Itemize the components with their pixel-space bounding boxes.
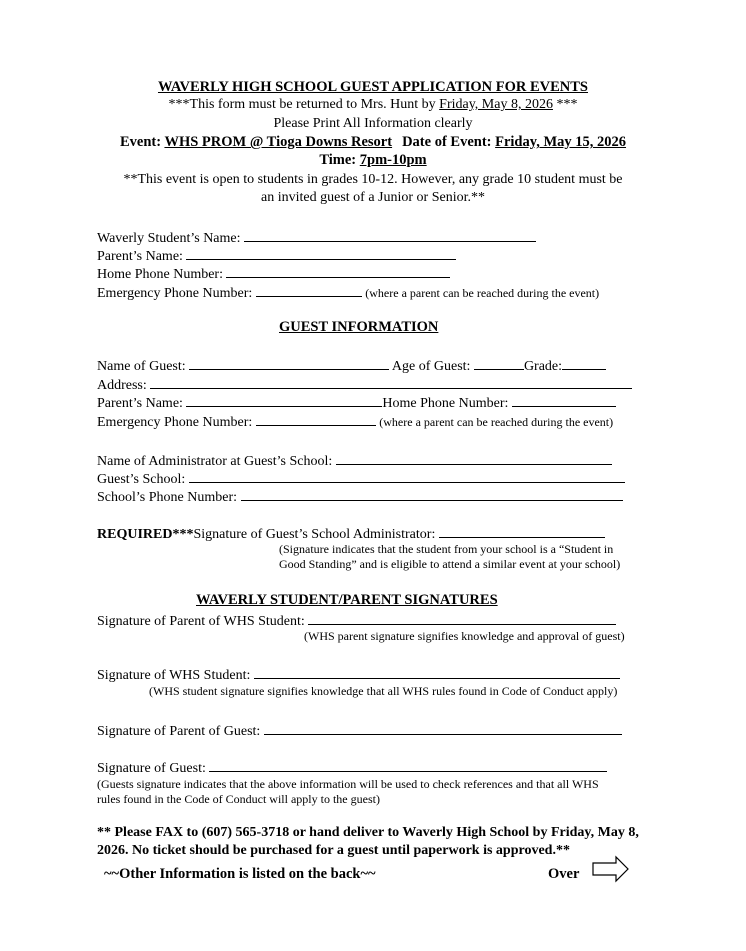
time-line [0, 153, 746, 168]
parent-whs-signature-label: Signature of Parent of WHS Student: [97, 614, 305, 629]
guest-emergency-note: (where a parent can be reached during the event) [379, 415, 614, 429]
return-instruction [0, 98, 746, 112]
required-label: REQUIRED*** [97, 527, 194, 542]
fax-line-2: 2026. No ticket should be purchased for a guest until paperwork is approved.** [97, 843, 570, 858]
student-home-phone-field[interactable] [226, 265, 450, 278]
student-emergency-note: (where a parent can be reached during the event) [365, 286, 600, 300]
student-parent-label: Parent’s Name: [97, 249, 183, 264]
whs-student-signature-label: Signature of WHS Student: [97, 668, 251, 683]
guest-parent-row [97, 394, 616, 411]
guest-home-phone-label: Home Phone Number: [382, 396, 509, 411]
guest-emergency-row [97, 413, 613, 430]
whs-student-signature-row [97, 666, 620, 683]
admin-signature-row [97, 525, 605, 542]
guest-heading: GUEST INFORMATION [279, 319, 439, 335]
guest-signature-field[interactable] [209, 759, 607, 772]
guest-signature-label: Signature of Guest: [97, 761, 206, 776]
return-prefix: ***This form must be returned to Mrs. Hunt by [168, 97, 440, 112]
event-line [0, 135, 746, 150]
event-label: Event: [119, 134, 165, 150]
student-emergency-field[interactable] [256, 284, 362, 297]
other-info: ~~Other Information is listed on the back~~ [104, 866, 376, 882]
over-label: Over [548, 866, 580, 882]
return-date: Friday, May 8, 2026 [439, 97, 553, 112]
guest-signature-note-1: (Guests signature indicates that the above information will be used to check references and that all WHS [97, 777, 599, 791]
guest-signature-row [97, 759, 607, 776]
student-emergency-row [97, 284, 599, 301]
student-parent-row [97, 247, 456, 264]
parent-whs-signature-field[interactable] [308, 612, 616, 625]
print-note: Please Print All Information clearly [273, 116, 473, 131]
guest-emergency-label: Emergency Phone Number: [97, 415, 253, 430]
parent-whs-signature-note: (WHS parent signature signifies knowledge and approval of guest) [304, 629, 625, 643]
guest-name-row [97, 357, 606, 374]
guest-address-row [97, 376, 632, 393]
student-home-phone-row [97, 265, 450, 282]
form-title: WAVERLY HIGH SCHOOL GUEST APPLICATION FOR EVENTS [157, 79, 588, 95]
student-parent-field[interactable] [186, 247, 456, 260]
guest-name-field[interactable] [189, 357, 389, 370]
parent-guest-signature-row [97, 722, 622, 739]
guest-admin-row [97, 452, 612, 469]
student-name-label: Waverly Student’s Name: [97, 231, 241, 246]
parent-guest-signature-label: Signature of Parent of Guest: [97, 724, 261, 739]
guest-school-field[interactable] [189, 470, 625, 483]
guest-admin-label: Name of Administrator at Guest’s School: [97, 454, 333, 469]
guest-school-label: Guest’s School: [97, 472, 186, 487]
right-arrow-icon [592, 855, 630, 883]
event-date-value: Friday, May 15, 2026 [495, 134, 627, 150]
guest-school-phone-label: School’s Phone Number: [97, 490, 237, 505]
parent-guest-signature-field[interactable] [264, 722, 622, 735]
admin-signature-label: Signature of Guest’s School Administrator: [193, 527, 436, 542]
guest-admin-field[interactable] [336, 452, 612, 465]
event-value: WHS PROM @ Tioga Downs Resort [164, 134, 393, 150]
admin-signature-note-2: Good Standing” and is eligible to attend a similar event at your school) [279, 557, 621, 571]
guest-emergency-field[interactable] [256, 413, 376, 426]
whs-student-signature-note: (WHS student signature signifies knowledge that all WHS rules found in Code of Conduct apply) [149, 684, 618, 698]
guest-grade-label: Grade: [523, 359, 563, 374]
student-name-field[interactable] [244, 229, 536, 242]
student-name-row [97, 229, 536, 246]
guest-home-phone-field[interactable] [512, 394, 616, 407]
guest-school-row [97, 470, 625, 487]
student-emergency-label: Emergency Phone Number: [97, 286, 253, 301]
guest-signature-note-2: rules found in the Code of Conduct will apply to the guest) [97, 792, 380, 806]
parent-whs-signature-row [97, 612, 616, 629]
fax-line-1: ** Please FAX to (607) 565-3718 or hand deliver to Waverly High School by Friday, May 8, [97, 825, 639, 840]
admin-signature-note-1: (Signature indicates that the student from your school is a “Student in [279, 542, 614, 556]
student-home-phone-label: Home Phone Number: [97, 267, 223, 282]
signatures-heading: WAVERLY STUDENT/PARENT SIGNATURES [196, 592, 498, 608]
eligibility-line-2: an invited guest of a Junior or Senior.** [261, 190, 485, 205]
event-date-label: Date of Event: [402, 134, 496, 150]
guest-name-label: Name of Guest: [97, 359, 186, 374]
guest-parent-field[interactable] [186, 394, 382, 407]
guest-parent-label: Parent’s Name: [97, 396, 183, 411]
whs-student-signature-field[interactable] [254, 666, 620, 679]
guest-age-field[interactable] [474, 357, 524, 370]
guest-school-phone-field[interactable] [241, 488, 623, 501]
time-label: Time: [319, 152, 360, 168]
guest-grade-field[interactable] [562, 357, 606, 370]
return-suffix: *** [552, 97, 578, 112]
guest-school-phone-row [97, 488, 623, 505]
admin-signature-field[interactable] [439, 525, 605, 538]
time-value: 7pm-10pm [359, 152, 427, 168]
guest-address-label: Address: [97, 378, 147, 393]
guest-age-label: Age of Guest: [391, 359, 471, 374]
guest-address-field[interactable] [150, 376, 632, 389]
eligibility-line-1: **This event is open to students in grades 10-12. However, any grade 10 student must be [123, 172, 623, 187]
